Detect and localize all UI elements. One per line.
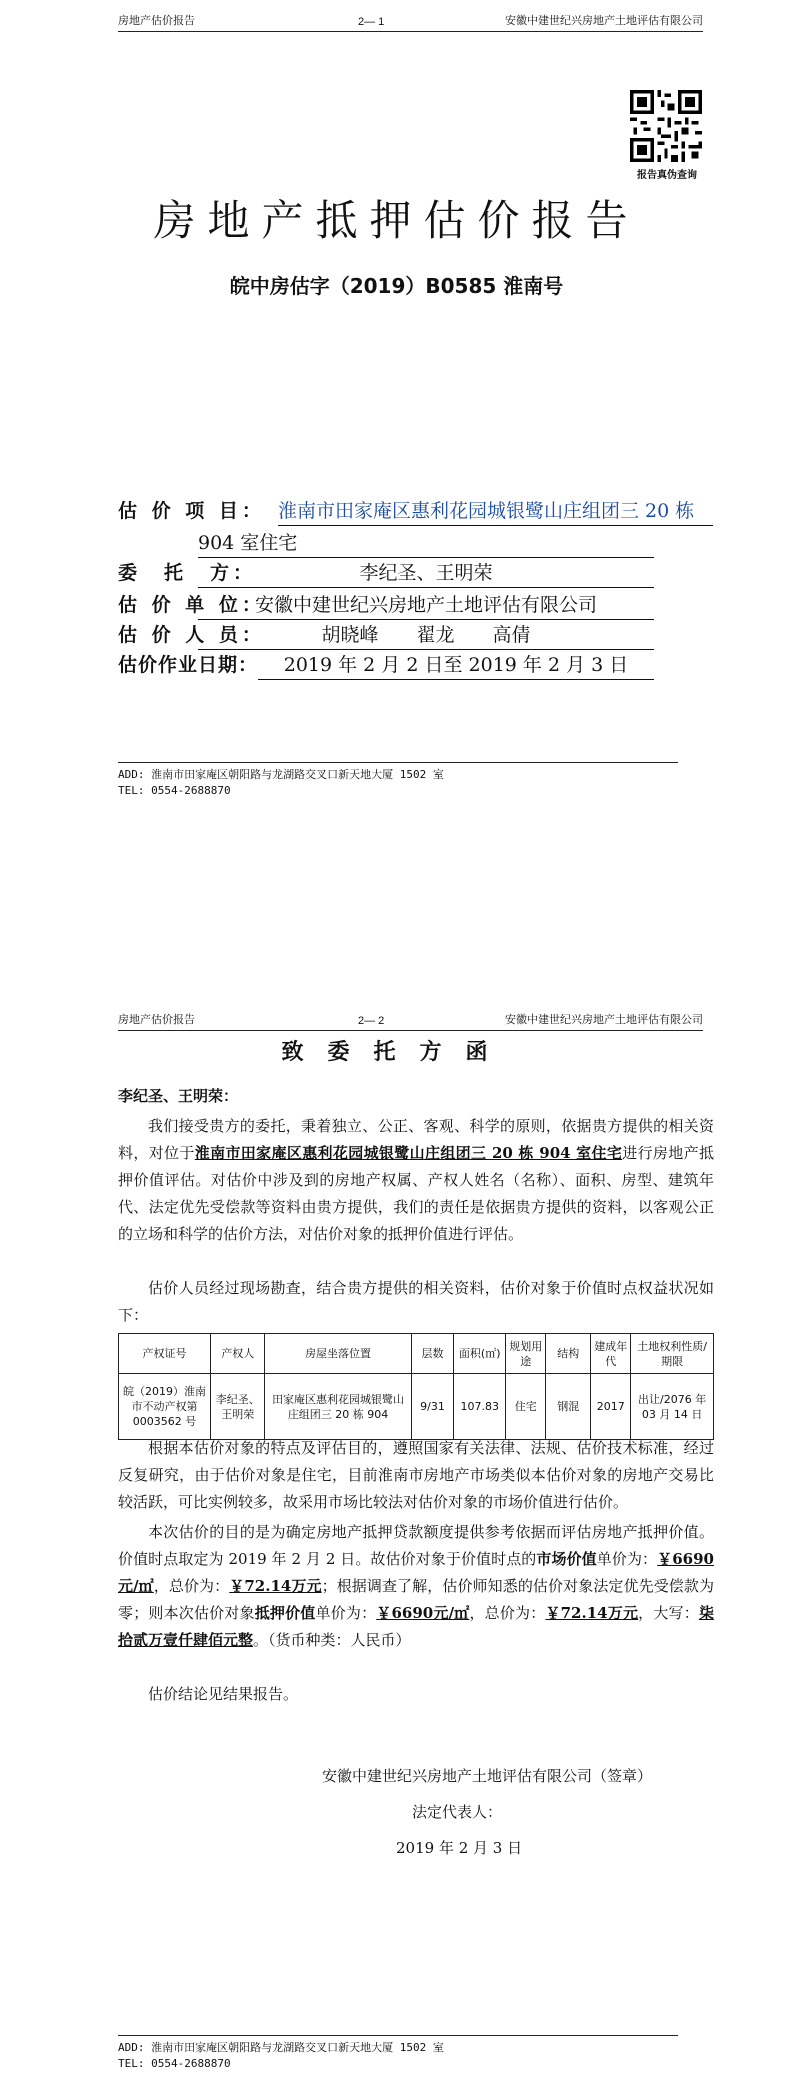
table-cell: 出让/2076 年 03 月 14 日	[631, 1374, 714, 1440]
mortgage-unit-price: ￥6690元/㎡	[376, 1604, 470, 1622]
footer-address: ADD: 淮南市田家庵区朝阳路与龙湖路交叉口新天地大厦 1502 室	[118, 2041, 444, 2054]
table-header: 产权人	[211, 1334, 265, 1374]
total-in-words: 柒拾贰万壹仟肆佰元整	[118, 1604, 714, 1649]
header-page-number: 2— 2	[358, 1015, 385, 1027]
document-number: 皖中房估字（2019）B0585 淮南号	[229, 274, 564, 298]
footer-address: ADD: 淮南市田家庵区朝阳路与龙湖路交叉口新天地大厦 1502 室	[118, 768, 444, 781]
paragraph-survey: 估价人员经过现场勘查，结合贵方提供的相关资料，估价对象于价值时点权益状况如下：	[118, 1279, 714, 1324]
table-cell: 9/31	[411, 1374, 454, 1440]
table-cell: 李纪圣、王明荣	[211, 1374, 265, 1440]
field-project-value-1: 淮南市田家庵区惠利花园城银鹭山庄组团三 20 栋	[278, 496, 713, 526]
signature-company: 安徽中建世纪兴房地产土地评估有限公司（签章）	[322, 1767, 653, 1785]
report-cover-page	[0, 0, 793, 1035]
table-header: 土地权利性质/期限	[631, 1334, 714, 1374]
table-header: 规划用途	[506, 1334, 546, 1374]
field-client	[118, 558, 713, 588]
letter-page	[0, 1014, 793, 2086]
table-header: 房屋坐落位置	[265, 1334, 411, 1374]
field-date-label: 估价作业日期：	[118, 654, 259, 676]
paragraph-method: 根据本估价对象的特点及评估目的，遵照国家有关法律、法规、估价技术标准，经过反复研究，由于估价对象是住宅，目前淮南市房地产市场类似本估价对象的房地产交易比较活跃，可比实例较多，故采用市场比较法对估价对象的市场价值进行估价。	[118, 1439, 714, 1511]
header-left: 房地产估价报告	[118, 15, 195, 27]
footer-phone: TEL: 0554-2688870	[118, 2057, 231, 2070]
page-header	[118, 1011, 703, 1031]
header-left: 房地产估价报告	[118, 1014, 195, 1026]
table-cell: 田家庵区惠利花园城银鹭山庄组团三 20 栋 904	[265, 1374, 411, 1440]
field-project-label: 估 价 项 目：	[118, 500, 265, 522]
field-staff-label: 估 价 人 员：	[118, 624, 265, 646]
paragraph-intro: 我们接受贵方的委托，秉着独立、公正、客观、科学的原则，依据贵方提供的相关资料，对位于淮南市田家庵区惠利花园城银鹭山庄组团三 20 栋 904 室住宅进行房地产抵押价值评估。对估价中涉及到的房地产权属、产权人姓名（名称）、面积、房型、建筑年代、法定优先受偿款等资料由贵方提供，我们的责任是依据贵方提供的资料，以客观公正的立场和科学的估价方法，对估价对象的抵押价值进行评估。	[118, 1117, 714, 1243]
table-header: 建成年代	[591, 1334, 631, 1374]
table-header: 层数	[411, 1334, 454, 1374]
table-row	[119, 1374, 714, 1440]
signature-representative: 法定代表人：	[412, 1803, 503, 1821]
field-unit-value: 安徽中建世纪兴房地产土地评估有限公司	[198, 590, 654, 620]
market-unit-price: ￥6690元/㎡	[118, 1550, 714, 1595]
report-title: 房地产抵押估价报告	[153, 196, 640, 245]
property-address: 淮南市田家庵区惠利花园城银鹭山庄组团三 20 栋 904 室住宅	[194, 1144, 623, 1162]
field-staff-value: 胡晓峰 翟龙 高倩	[198, 620, 654, 650]
table-cell: 2017	[591, 1374, 631, 1440]
table-cell: 住宅	[506, 1374, 546, 1440]
mortgage-total-price: ￥72.14万元	[545, 1604, 639, 1622]
property-info-table	[118, 1333, 714, 1440]
qr-caption: 报告真伪查询	[637, 170, 697, 181]
header-company: 安徽中建世纪兴房地产土地评估有限公司	[505, 1014, 703, 1026]
field-date	[118, 650, 713, 680]
salutation: 李纪圣、王明荣：	[118, 1087, 239, 1105]
table-cell: 107.83	[454, 1374, 506, 1440]
field-unit	[118, 590, 713, 620]
table-cell: 钢混	[546, 1374, 591, 1440]
market-total-price: ￥72.14万元	[229, 1577, 322, 1595]
footer-phone: TEL: 0554-2688870	[118, 784, 231, 797]
page-footer	[118, 762, 678, 799]
page-footer	[118, 2035, 678, 2072]
header-company: 安徽中建世纪兴房地产土地评估有限公司	[505, 15, 703, 27]
field-unit-label: 估 价 单 位：	[118, 594, 265, 616]
header-page-number: 2— 1	[358, 16, 385, 28]
field-date-value: 2019 年 2 月 2 日至 2019 年 2 月 3 日	[258, 650, 654, 680]
table-header: 面积(㎡)	[454, 1334, 506, 1374]
field-project	[118, 496, 713, 560]
table-header-row	[119, 1334, 714, 1374]
table-header: 结构	[546, 1334, 591, 1374]
qr-code-icon[interactable]	[630, 90, 702, 162]
table-header: 产权证号	[119, 1334, 211, 1374]
paragraph-valuation: 本次估价的目的是为确定房地产抵押贷款额度提供参考依据而评估房地产抵押价值。价值时点取定为 2019 年 2 月 2 日。故估价对象于价值时点的市场价值单价为：￥6690元/㎡，总价为：￥72.14万元；根据调查了解，估价师知悉的估价对象法定优先受偿款为零；则本次估价对象抵押价值单价为：￥6690元/㎡，总价为：￥72.14万元，大写：柒拾贰万壹仟肆佰元整。（货币种类：人民币）	[118, 1523, 714, 1649]
field-client-label: 委 托 方：	[118, 562, 257, 584]
signature-date: 2019 年 2 月 3 日	[396, 1839, 523, 1857]
table-cell: 皖（2019）淮南市不动产权第 0003562 号	[119, 1374, 211, 1440]
field-project-value-2: 904 室住宅	[198, 528, 654, 558]
page-header	[118, 12, 703, 32]
paragraph-conclusion: 估价结论见结果报告。	[148, 1685, 299, 1703]
field-client-value: 李纪圣、王明荣	[198, 558, 654, 588]
letter-title: 致委托方函	[281, 1040, 512, 1065]
field-staff	[118, 620, 713, 650]
